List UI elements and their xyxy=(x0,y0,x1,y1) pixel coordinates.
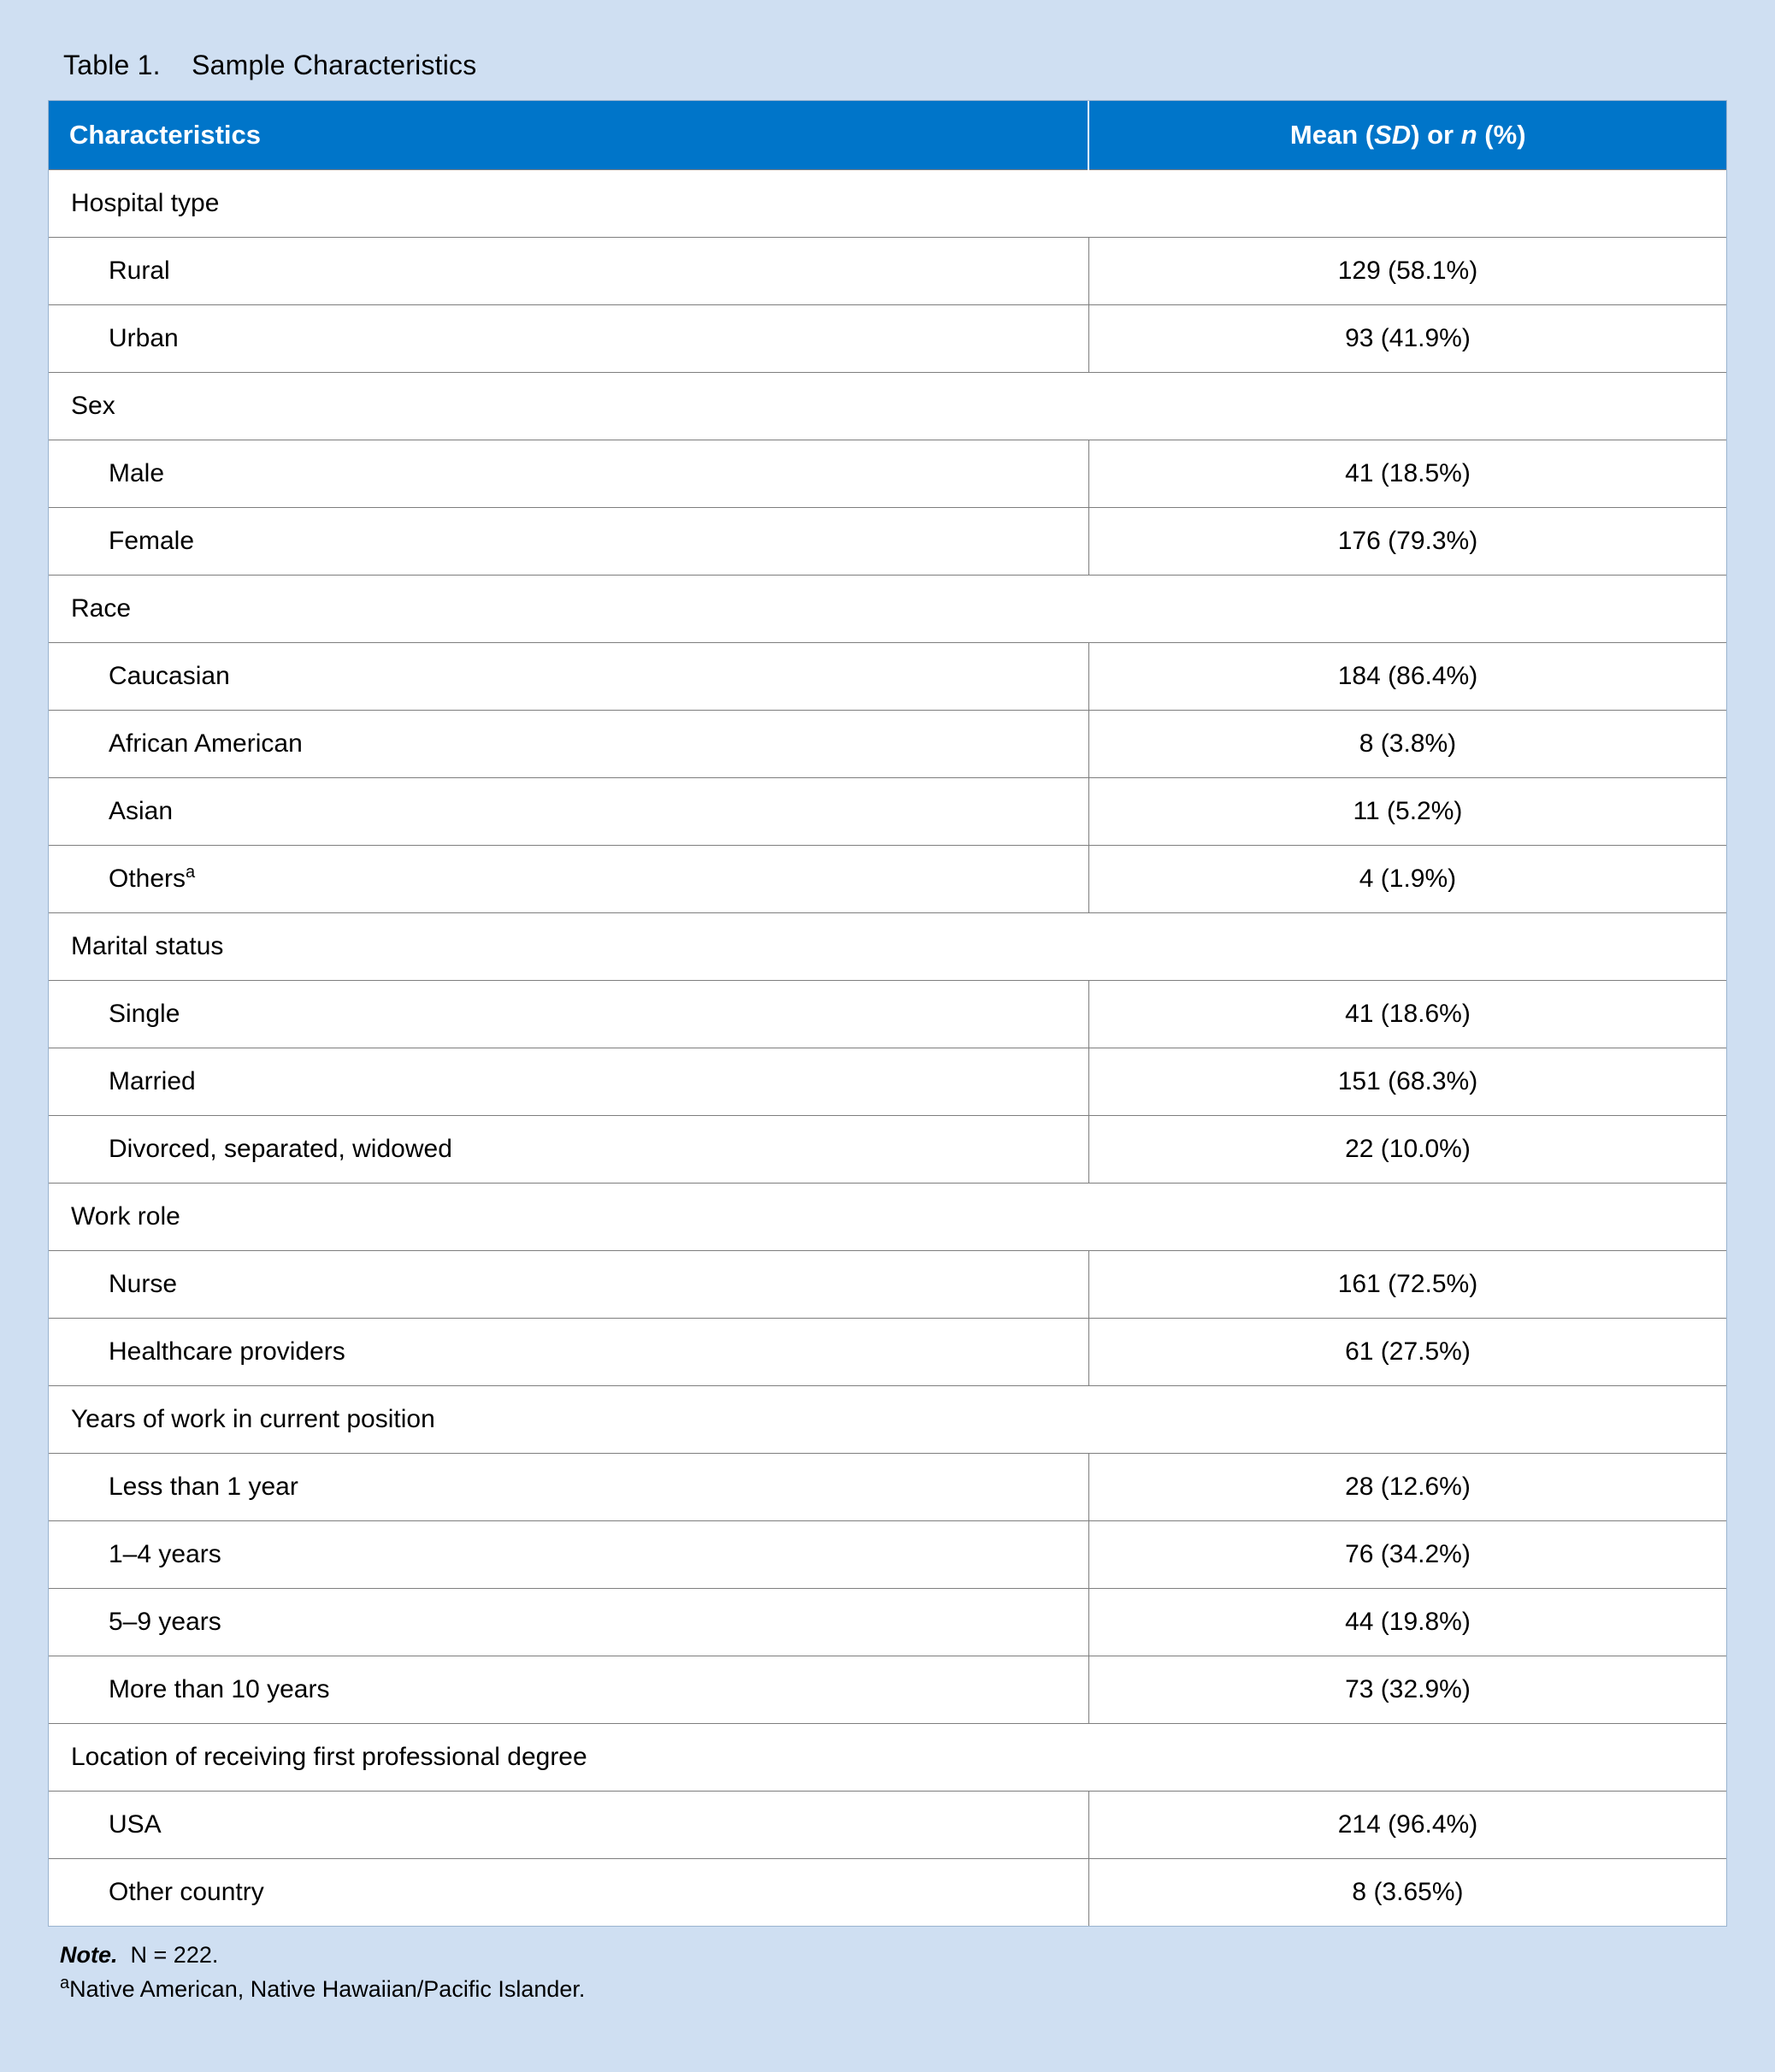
row-label: More than 10 years xyxy=(49,1656,1088,1724)
table-row xyxy=(49,305,1726,373)
table-row xyxy=(49,1251,1726,1319)
row-group-label: Marital status xyxy=(49,913,1088,981)
table-body xyxy=(49,170,1726,1927)
row-group-label: Years of work in current position xyxy=(49,1386,1088,1454)
row-value xyxy=(1088,1724,1726,1792)
column-header-value: Mean (SD) or n (%) xyxy=(1088,101,1726,170)
note-label: Note. xyxy=(60,1942,118,1968)
table-row xyxy=(49,238,1726,305)
row-group-label: Sex xyxy=(49,373,1088,440)
row-value: 28 (12.6%) xyxy=(1088,1454,1726,1521)
table-row xyxy=(49,1116,1726,1184)
table-notes xyxy=(60,1939,1727,2006)
row-label: Male xyxy=(49,440,1088,508)
row-value: 161 (72.5%) xyxy=(1088,1251,1726,1319)
table-row xyxy=(49,1184,1726,1251)
row-group-label: Location of receiving first professional degree xyxy=(49,1724,1088,1792)
row-label: Married xyxy=(49,1048,1088,1116)
row-label-footnote-marker: a xyxy=(186,863,196,882)
row-label: African American xyxy=(49,711,1088,778)
row-value xyxy=(1088,576,1726,643)
table-row xyxy=(49,643,1726,711)
row-value: 41 (18.6%) xyxy=(1088,981,1726,1048)
row-value xyxy=(1088,170,1726,238)
row-label: 5–9 years xyxy=(49,1589,1088,1656)
table-row xyxy=(49,1859,1726,1927)
row-value xyxy=(1088,1386,1726,1454)
row-value: 8 (3.65%) xyxy=(1088,1859,1726,1927)
row-value: 41 (18.5%) xyxy=(1088,440,1726,508)
row-label: Other country xyxy=(49,1859,1088,1927)
row-value: 93 (41.9%) xyxy=(1088,305,1726,373)
row-value: 129 (58.1%) xyxy=(1088,238,1726,305)
row-group-label: Work role xyxy=(49,1184,1088,1251)
row-label: Divorced, separated, widowed xyxy=(49,1116,1088,1184)
footnote-marker: a xyxy=(60,1974,70,1993)
table-row xyxy=(49,1792,1726,1859)
table-row xyxy=(49,1454,1726,1521)
row-value: 8 (3.8%) xyxy=(1088,711,1726,778)
row-value xyxy=(1088,1184,1726,1251)
table-row xyxy=(49,1521,1726,1589)
table-row xyxy=(49,1386,1726,1454)
row-value: 184 (86.4%) xyxy=(1088,643,1726,711)
footnote-text: Native American, Native Hawaiian/Pacific Islander. xyxy=(69,1976,586,2003)
table-row xyxy=(49,1724,1726,1792)
note-text: N = 222. xyxy=(130,1942,219,1968)
row-label: Asian xyxy=(49,778,1088,846)
table-row xyxy=(49,846,1726,913)
table-caption xyxy=(63,50,1727,81)
row-value: 176 (79.3%) xyxy=(1088,508,1726,576)
row-label: Healthcare providers xyxy=(49,1319,1088,1386)
table-row xyxy=(49,778,1726,846)
table-row xyxy=(49,373,1726,440)
row-label: Caucasian xyxy=(49,643,1088,711)
table-row xyxy=(49,711,1726,778)
row-value: 44 (19.8%) xyxy=(1088,1589,1726,1656)
table-row xyxy=(49,1656,1726,1724)
row-group-label: Hospital type xyxy=(49,170,1088,238)
row-label: Rural xyxy=(49,238,1088,305)
table-note xyxy=(60,1939,1727,1971)
table-footnote xyxy=(60,1973,1727,2005)
row-value: 151 (68.3%) xyxy=(1088,1048,1726,1116)
table-row xyxy=(49,1589,1726,1656)
sample-characteristics-table xyxy=(49,101,1726,1926)
row-label: Single xyxy=(49,981,1088,1048)
row-label: Female xyxy=(49,508,1088,576)
row-label: Others$^a$ xyxy=(49,846,1088,913)
row-label: Less than 1 year xyxy=(49,1454,1088,1521)
table-row xyxy=(49,576,1726,643)
row-value: 22 (10.0%) xyxy=(1088,1116,1726,1184)
row-label: 1–4 years xyxy=(49,1521,1088,1589)
table-caption-number: Table 1. xyxy=(63,50,161,80)
table-row xyxy=(49,170,1726,238)
table-row xyxy=(49,981,1726,1048)
sample-characteristics-table-container xyxy=(48,100,1727,1927)
table-caption-title: Sample Characteristics xyxy=(192,50,477,80)
table-row xyxy=(49,1048,1726,1116)
table-header xyxy=(49,101,1726,170)
row-label: Nurse xyxy=(49,1251,1088,1319)
table-row xyxy=(49,440,1726,508)
table-row xyxy=(49,508,1726,576)
column-header-characteristics: Characteristics xyxy=(49,101,1088,170)
row-value: 11 (5.2%) xyxy=(1088,778,1726,846)
row-value: 4 (1.9%) xyxy=(1088,846,1726,913)
table-row xyxy=(49,913,1726,981)
table-header-row xyxy=(49,101,1726,170)
row-group-label: Race xyxy=(49,576,1088,643)
row-value: 61 (27.5%) xyxy=(1088,1319,1726,1386)
row-label: USA xyxy=(49,1792,1088,1859)
row-label: Urban xyxy=(49,305,1088,373)
row-value xyxy=(1088,913,1726,981)
row-value: 214 (96.4%) xyxy=(1088,1792,1726,1859)
row-value: 73 (32.9%) xyxy=(1088,1656,1726,1724)
row-value xyxy=(1088,373,1726,440)
table-row xyxy=(49,1319,1726,1386)
row-value: 76 (34.2%) xyxy=(1088,1521,1726,1589)
